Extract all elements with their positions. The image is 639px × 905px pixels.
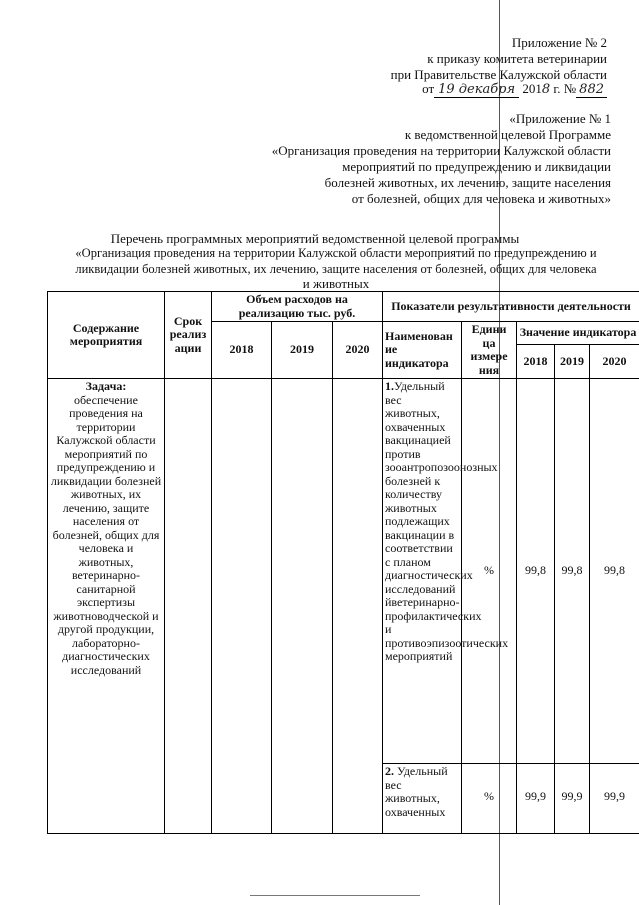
quote-line-1: «Приложение № 1 (509, 111, 611, 126)
quote-line-2: к ведомственной целевой Программе (404, 127, 611, 142)
header-term: Срок реализ ации (165, 292, 212, 379)
title-line-3: ликвидации болезней животных, их лечению, защите населения от болезней, общих для человека (75, 262, 597, 276)
task-label: Задача: (85, 379, 127, 393)
quote-line-6: от болезней, общих для человека и животных» (351, 191, 611, 206)
indicator-1-value-2019: 99,8 (555, 379, 590, 764)
task-cell (48, 379, 165, 834)
header-year-2020: 2020 (333, 322, 383, 379)
header-year-2019: 2019 (272, 322, 333, 379)
indicator-2-unit: % (462, 764, 517, 834)
indicator-2-number: 2. (385, 764, 394, 778)
expense-2020-cell (333, 379, 383, 834)
handwritten-date: 19 декабря (434, 82, 519, 98)
indicator-1-number: 1. (385, 379, 394, 393)
quote-line-3: «Организация проведения на территории Калужской области (271, 143, 611, 158)
appendix-line-1: Приложение № 2 (511, 35, 607, 50)
quote-line-4: мероприятий по предупреждению и ликвидации (342, 159, 611, 174)
quote-line-5: болезней животных, их лечению, защите населения (324, 175, 611, 190)
header-value-2018: 2018 (517, 345, 555, 379)
expense-2018-cell (212, 379, 272, 834)
header-value-2020: 2020 (590, 345, 639, 379)
header-indicator-value: Значение индикатора (517, 322, 639, 345)
indicator-2-name (383, 764, 462, 834)
indicator-2-text: Удельный вес животных, охваченных (385, 764, 448, 819)
header-indicator-name: Наименован ие индикатора (383, 322, 462, 379)
header-content: Содержание мероприятия (48, 292, 165, 379)
title-line-2: «Организация проведения на территории Калужской области мероприятий по предупреждению и (75, 246, 597, 260)
header-value-2019: 2019 (555, 345, 590, 379)
appendix-line-3: при Правительстве Калужской области (390, 67, 607, 82)
indicator-1-name (383, 379, 509, 764)
appendix-line-2: к приказу комитета ветеринарии (427, 51, 607, 66)
indicator-1-text: Удельный вес животных, охваченных вакцинацией против зооантропозоонозных болезней к количеству животных подлежащих вакцинации в соответствии с планом диагностических исследований йветеринарно-профилактических и противоэпизоотических мероприятий (385, 379, 509, 663)
scan-edge-line (250, 895, 420, 896)
date-year: 201 (522, 81, 542, 96)
header-year-2018: 2018 (212, 322, 272, 379)
header-unit: Едини ца измере ния (462, 322, 517, 379)
handwritten-order-number: 882 (576, 82, 607, 98)
indicator-1-unit: % (462, 379, 517, 764)
indicator-1-value-2020: 99,8 (590, 379, 639, 764)
date-prefix: от (422, 81, 435, 96)
program-activities-table (47, 291, 639, 834)
date-suffix: г. № (553, 81, 577, 96)
term-cell (165, 379, 212, 834)
header-expenses: Объем расходов на реализацию тыс. руб. (212, 292, 383, 322)
indicator-1-value-2018: 99,8 (517, 379, 555, 764)
task-description: обеспечение проведения на территории Калужской области мероприятий по предупреждению и ликвидации болезней животных, их лечению, защите населения от болезней, общих для человека и животных, ветеринарно-санитарной экспертизы животноводческой и другой продукции, лабораторно-диагностических исследований (50, 392, 162, 677)
indicator-2-value-2020: 99,9 (590, 764, 639, 834)
indicator-2-value-2018: 99,9 (517, 764, 555, 834)
title-line-4: и животных (302, 276, 370, 291)
title-line-1: Перечень программных мероприятий ведомственной целевой программы (110, 231, 520, 246)
handwritten-year-digit: 8 (541, 82, 551, 97)
header-indicators: Показатели результативности деятельности (383, 292, 639, 322)
order-date-line (422, 81, 607, 97)
expense-2019-cell (272, 379, 333, 834)
indicator-2-value-2019: 99,9 (555, 764, 590, 834)
